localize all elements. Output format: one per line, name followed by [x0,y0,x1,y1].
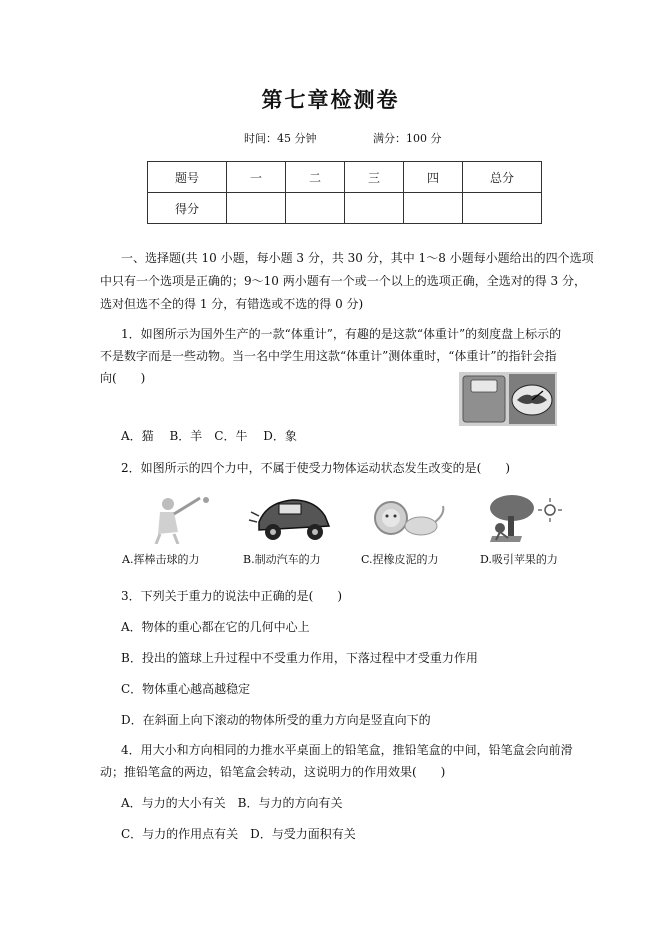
q4-line1: 4．用大小和方向相同的力推水平桌面上的铅笔盒，推铅笔盒的中间，铅笔盒会向前滑 [121,743,573,757]
q2-stem: 2．如图所示的四个力中，不属于使受力物体运动状态发生改变的是( ) [121,461,511,475]
q1-line1: 1．如图所示为国外生产的一款“体重计”，有趣的是这款“体重计”的刻度盘上标示的 [121,327,562,341]
table-cell: 四 [404,162,463,193]
table-cell: 三 [345,162,404,193]
batter-swinging-image [130,492,230,544]
q2-caption-b: B.制动汽车的力 [243,553,321,566]
q3-option-b: B．投出的篮球上升过程中不受重力作用，下落过程中才受重力作用 [121,651,478,665]
q3-option-d: D．在斜面上向下滚动的物体所受的重力方向是竖直向下的 [121,713,431,727]
q3-stem: 3．下列关于重力的说法中正确的是( ) [121,589,342,603]
q2-caption-a: A.挥棒击球的力 [122,553,200,566]
q2-caption-d: D.吸引苹果的力 [480,553,558,566]
table-cell: 二 [286,162,345,193]
q3-option-c: C．物体重心越高越稳定 [121,682,251,696]
table-cell [463,193,542,224]
score-table [147,161,542,224]
q2-caption-c: C.捏橡皮泥的力 [361,553,439,566]
table-cell: 一 [227,162,286,193]
bathroom-scale-image [459,372,557,426]
table-cell [227,193,286,224]
table-cell [286,193,345,224]
q4-line2: 动；推铅笔盒的两边，铅笔盒会转动，这说明力的作用效果( ) [100,765,446,779]
table-cell: 得分 [148,193,227,224]
exam-full-score: 满分：100 分 [373,132,442,145]
table-cell: 总分 [463,162,542,193]
q1-line3: 向( ) [100,371,146,385]
table-cell [404,193,463,224]
q4-options-cd: C．与力的作用点有关 D．与受力面积有关 [121,827,356,841]
q1-options: A．猫 B．羊 C．牛 D．象 [121,429,297,443]
q1-line2: 不是数字而是一些动物。当一名中学生用这款“体重计”测体重时，“体重计”的指针会指 [100,349,557,363]
braking-car-image [245,492,345,544]
score-table-header-row [148,162,542,193]
exam-time: 时间：45 分钟 [244,132,317,145]
q4-options-ab: A．与力的大小有关 B．与力的方向有关 [121,796,343,810]
score-table-score-row [148,193,542,224]
table-cell: 题号 [148,162,227,193]
clay-lion-image [355,492,455,544]
section1-line3: 选对但选不全的得 1 分，有错选或不选的得 0 分) [100,297,364,311]
table-cell [345,193,404,224]
apple-tree-image [470,492,570,544]
section1-line1: 一、选择题(共 10 小题，每小题 3 分，共 30 分，其中 1～8 小题每小题给出的四个选项 [121,251,594,265]
q3-option-a: A．物体的重心都在它的几何中心上 [121,620,310,634]
section1-line2: 中只有一个选项是正确的；9～10 两小题有一个或一个以上的选项正确，全选对的得 3 分， [100,274,586,288]
page-title: 第七章检测卷 [261,87,400,112]
